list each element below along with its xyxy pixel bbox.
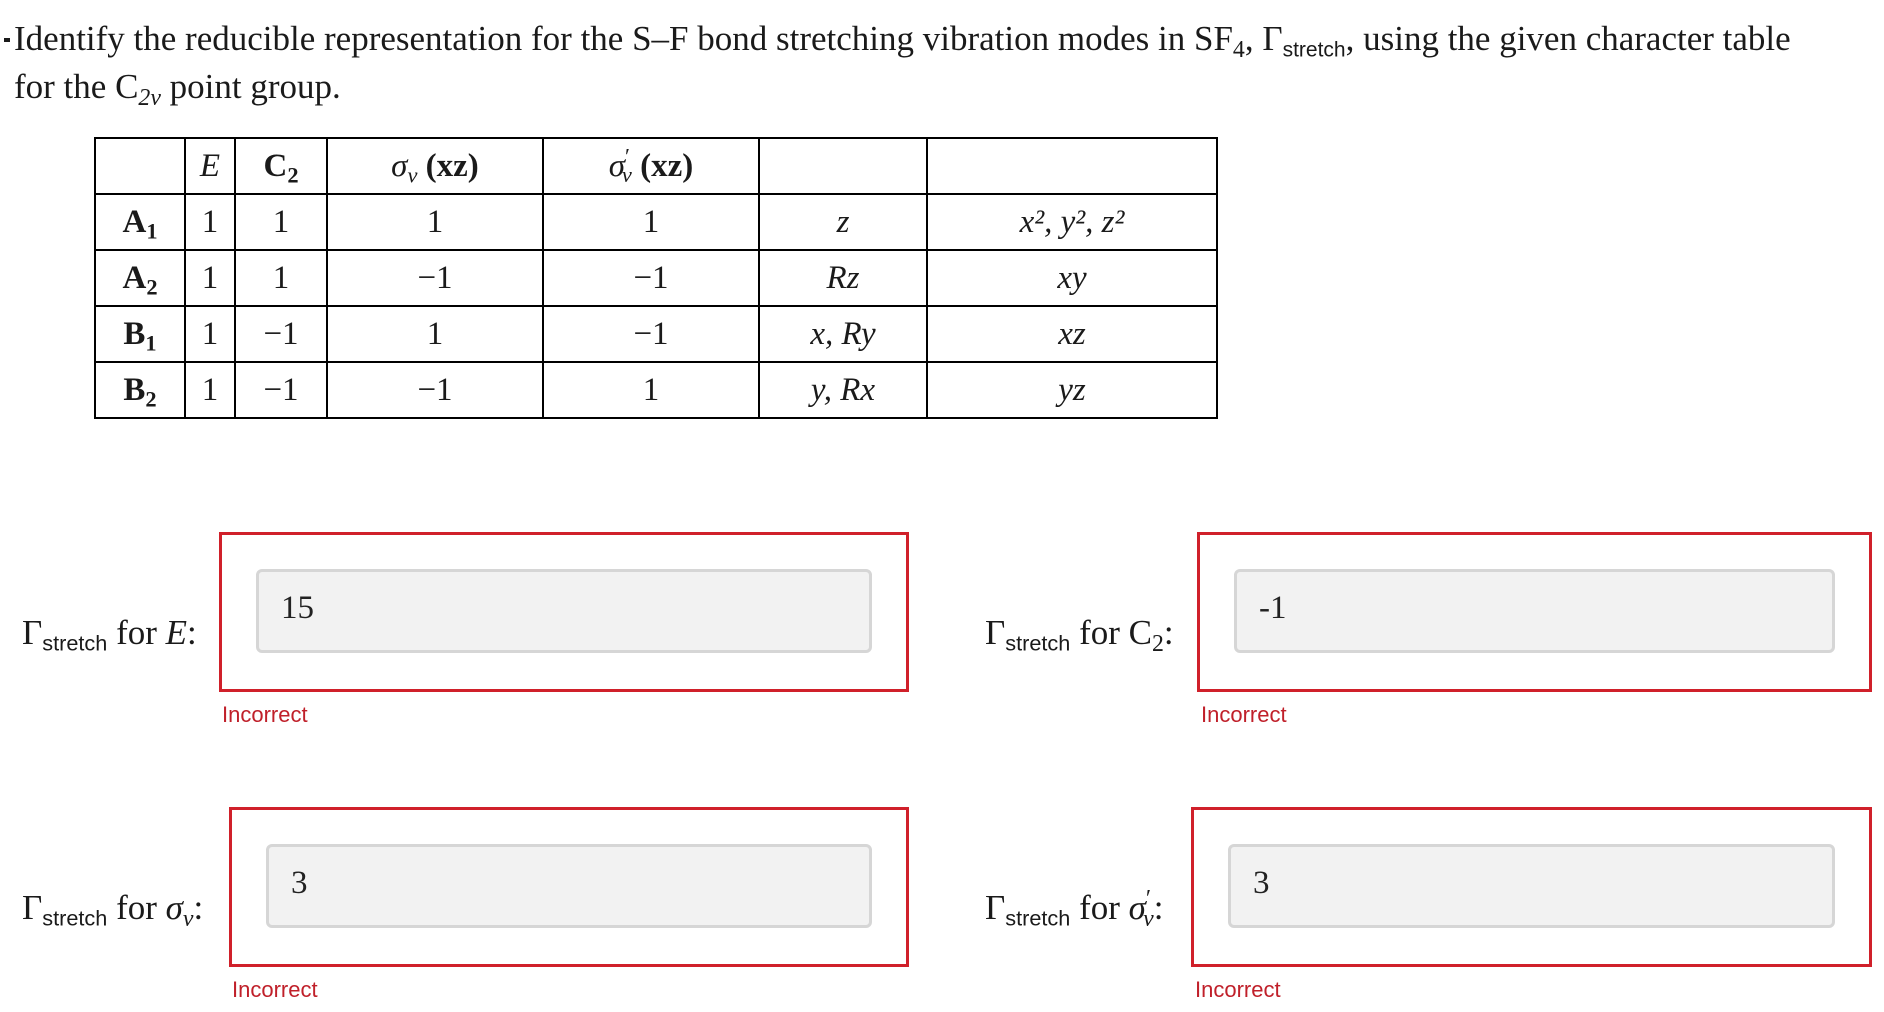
irrep-label: $A_1$ [95,194,185,250]
table-header-row [95,138,1217,194]
char-sigma-v-prime: 1 [543,362,759,418]
irrep-label: $A_2$ [95,250,185,306]
question-line-2 [14,60,1874,114]
char-sigma-v: 1 [327,306,543,362]
table-header-E: E [185,138,235,194]
char-sigma-v: 1 [327,194,543,250]
char-sigma-v-prime: −1 [543,250,759,306]
answer-label-sigma-v: $\Gamma_{stretch}$ for $\sigma_v$: [22,888,204,933]
table-row [95,306,1217,362]
subscript: 4 [1232,37,1245,64]
table-header-sigma-v-prime: $\sigma'_v$ (xz) [543,138,759,194]
feedback-sigma-v-prime: Incorrect [1195,977,1281,1002]
character-table [94,137,1218,419]
quadratic-function: xy [927,250,1217,306]
answer-box-sigma-v-prime [1191,807,1872,967]
table-header-quadratic [927,138,1217,194]
table-header-corner [95,138,185,194]
char-E: 1 [185,306,235,362]
answer-box-sigma-v [229,807,909,967]
feedback-sigma-v: Incorrect [232,977,318,1002]
quadratic-function: x², y², z² [927,194,1217,250]
subscript: stretch [1282,38,1346,62]
quadratic-function: yz [927,362,1217,418]
char-E: 1 [185,250,235,306]
table-row [95,194,1217,250]
bullet-marker [4,38,10,42]
quadratic-function: xz [927,306,1217,362]
table-header-C2: $C_2$ [235,138,327,194]
linear-function: y, Rx [759,362,927,418]
char-E: 1 [185,362,235,418]
question-prompt [14,12,1874,114]
feedback-E: Incorrect [222,702,308,727]
question-text-part: Identify the reducible representation for the S–F bond stretching vibration modes in SF [14,19,1233,58]
char-C2: 1 [235,194,327,250]
irrep-label: $B_2$ [95,362,185,418]
question-line-1 [14,12,1874,66]
char-E: 1 [185,194,235,250]
linear-function: Rz [759,250,927,306]
question-text-part: , using the given character table [1345,19,1791,58]
char-C2: −1 [235,306,327,362]
subscript: 2v [138,85,161,112]
char-sigma-v: −1 [327,250,543,306]
answer-input-sigma-v[interactable]: 3 [266,844,872,928]
char-C2: −1 [235,362,327,418]
table-header-sigma-v: $\sigma_v$ (xz) [327,138,543,194]
answer-label-sigma-v-prime: $\Gamma_{stretch}$ for $\sigma'_v$: [985,885,1164,933]
char-sigma-v: −1 [327,362,543,418]
answer-input-E[interactable]: 15 [256,569,872,653]
question-text-part: for the C [14,67,139,106]
linear-function: z [759,194,927,250]
irrep-label: $B_1$ [95,306,185,362]
answer-label-E: $\Gamma_{stretch}$ for E: [22,613,197,656]
table-row [95,362,1217,418]
char-C2: 1 [235,250,327,306]
question-text-part: , Γ [1244,19,1283,58]
feedback-C2: Incorrect [1201,702,1287,727]
answer-box-C2 [1197,532,1872,692]
table-row [95,250,1217,306]
answer-input-C2[interactable]: -1 [1234,569,1835,653]
question-text-part: point group. [160,67,341,106]
answer-input-sigma-v-prime[interactable]: 3 [1228,844,1835,928]
linear-function: x, Ry [759,306,927,362]
table-header-linear [759,138,927,194]
char-sigma-v-prime: −1 [543,306,759,362]
answer-label-C2: $\Gamma_{stretch}$ for $C_2$: [985,613,1174,658]
char-sigma-v-prime: 1 [543,194,759,250]
answer-box-E [219,532,909,692]
